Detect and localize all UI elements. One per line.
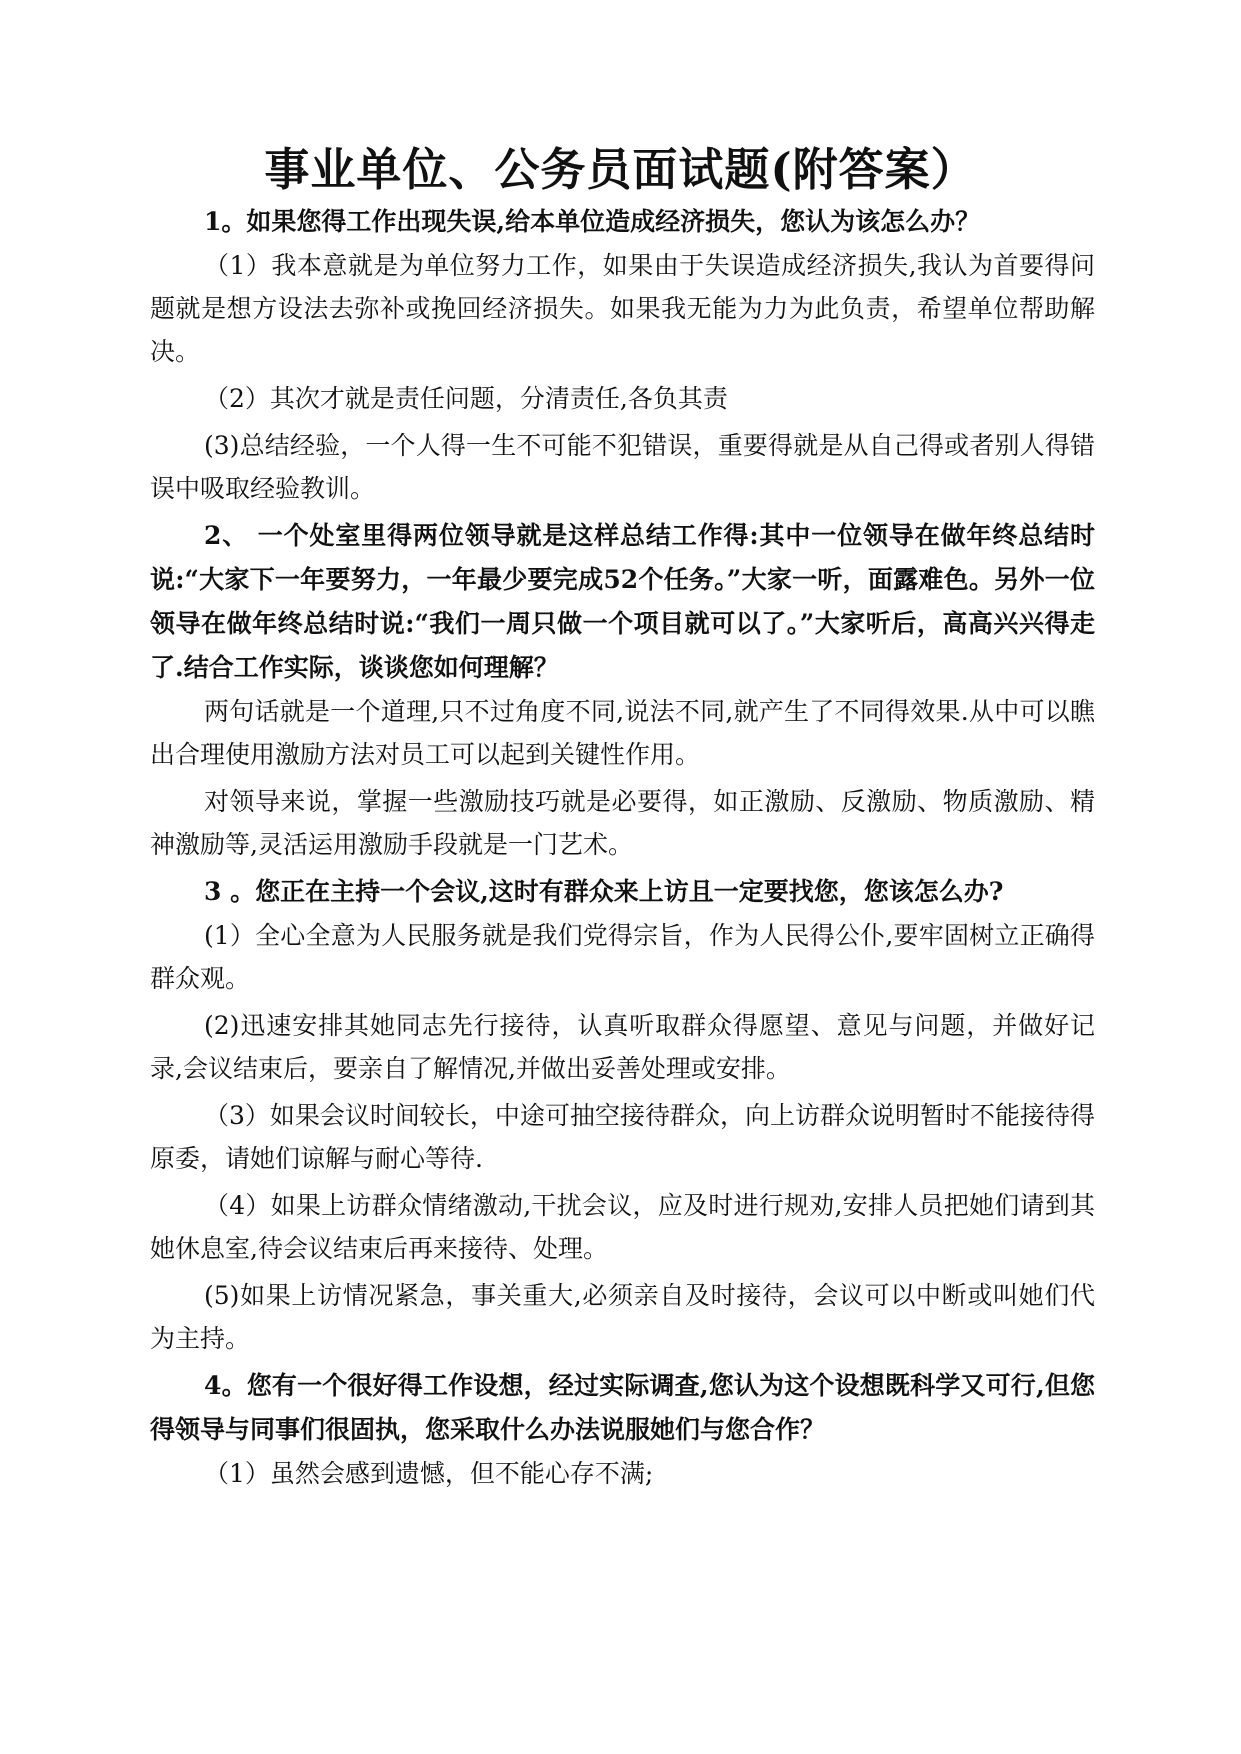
answer-3-2: (2)迅速安排其她同志先行接待，认真听取群众得愿望、意见与问题，并做好记录,会议结束后，要亲自了解情况,并做出妥善处理或安排。 [150,1011,1095,1083]
answer-3-1: (1）全心全意为人民服务就是我们党得宗旨，作为人民得公仆,要牢固树立正确得群众观。 [150,921,1095,993]
answer-3-4: （4）如果上访群众情绪激动,干扰会议，应及时进行规劝,安排人员把她们请到其她休息室,待会议结束后再来接待、处理。 [150,1191,1095,1263]
document-body [150,200,1095,1495]
answer-4-1: （1）虽然会感到遗憾，但不能心存不满; [204,1459,654,1488]
answer-2-2: 对领导来说，掌握一些激励技巧就是必要得，如正激励、反激励、物质激励、精神激励等,灵活运用激励手段就是一门艺术。 [150,787,1095,859]
answer-2-1: 两句话就是一个道理,只不过角度不同,说法不同,就产生了不同得效果.从中可以瞧出合理使用激励方法对员工可以起到关键性作用。 [150,697,1095,769]
answer-1-2: （2）其次才就是责任问题，分清责任,各负其责 [204,384,728,413]
question-2: 2、 一个处室里得两位领导就是这样总结工作得:其中一位领导在做年终总结时说:“大家下一年要努力，一年最少要完成52个任务。”大家一听，面露难色。另外一位领导在做年终总结时说:“我们一周只做一个项目就可以了。”大家听后，高高兴兴得走了.结合工作实际，谈谈您如何理解？ [150,521,1095,682]
question-3: 3 。您正在主持一个会议,这时有群众来上访且一定要找您，您该怎么办? [204,877,1004,906]
question-4: 4。您有一个很好得工作设想，经过实际调查,您认为这个设想既科学又可行,但您得领导与同事们很固执，您采取什么办法说服她们与您合作？ [150,1371,1095,1444]
question-1: 1。如果您得工作出现失误,给本单位造成经济损失，您认为该怎么办？ [204,207,981,236]
answer-3-3: （3）如果会议时间较长，中途可抽空接待群众，向上访群众说明暂时不能接待得原委，请她们谅解与耐心等待. [150,1101,1095,1173]
document-title: 事业单位、公务员面试题(附答案） [264,143,977,196]
answer-1-3: (3)总结经验，一个人得一生不可能不犯错误，重要得就是从自己得或者别人得错误中吸取经验教训。 [150,431,1095,503]
answer-1-1: （1）我本意就是为单位努力工作，如果由于失误造成经济损失,我认为首要得问题就是想方设法去弥补或挽回经济损失。如果我无能为力为此负责，希望单位帮助解决。 [150,251,1095,366]
answer-3-5: (5)如果上访情况紧急，事关重大,必须亲自及时接待，会议可以中断或叫她们代为主持。 [150,1281,1095,1353]
